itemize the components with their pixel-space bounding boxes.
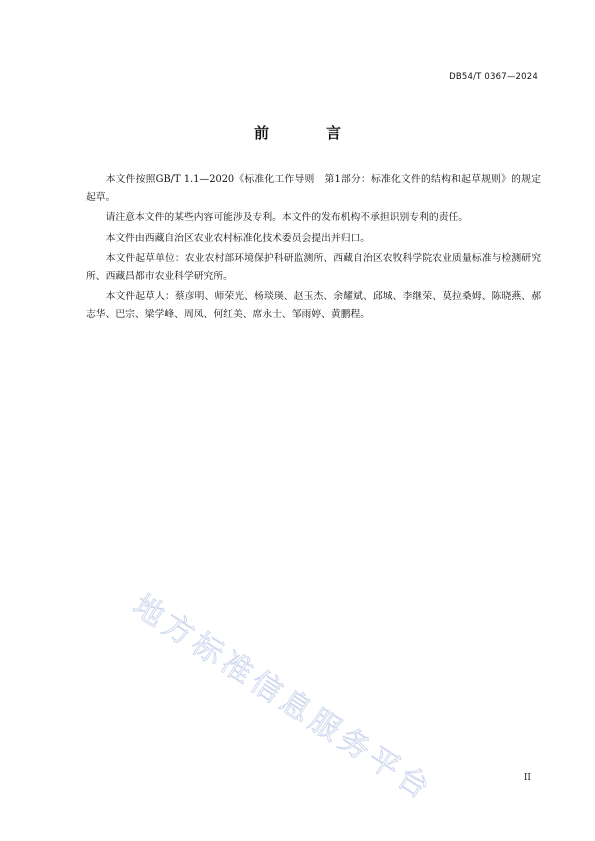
watermark: 地方标准信息服务平台 [126,588,440,809]
paragraph-proposer: 本文件由西藏自治区农业农村标准化技术委员会提出并归口。 [105,232,371,244]
paragraph-drafting-units: 本文件起草单位：农业农村部环境保护科研监测所、西藏自治区农牧科学院农业质量标准与检测研究所、西藏昌都市农业科学研究所。 [86,253,541,282]
document-code: DB54/T 0367—2024 [449,72,538,82]
paragraph-patent-notice: 请注意本文件的某些内容可能涉及专利。本文件的发布机构不承担识别专利的责任。 [105,212,469,223]
section-title: 前 言 [253,124,362,142]
foreword-body [86,171,541,326]
paragraph-drafting-rules: 本文件按照GB/T 1.1—2020《标准化工作导则 第1部分：标准化文件的结构和起草规则》的规定起草。 [86,174,541,203]
page-number: II [523,773,531,783]
paragraph-drafters: 本文件起草人：蔡彦明、师荣光、杨琰瑛、赵玉杰、余耀斌、邱城、李继荣、莫拉桑姆、陈晓燕、郝志华、巴宗、梁学峰、周凤、何红美、席永士、邹雨婷、黄鹏程。 [86,291,541,320]
